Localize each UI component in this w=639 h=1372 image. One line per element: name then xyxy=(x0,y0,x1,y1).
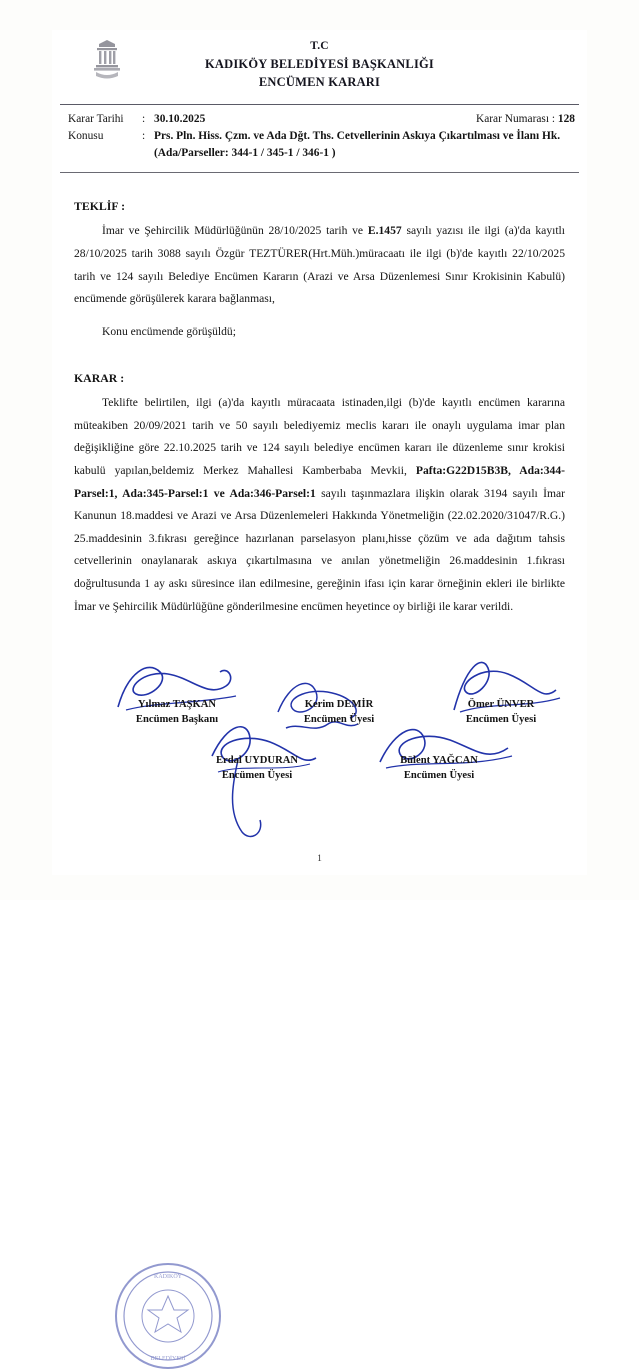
decision-subject-row xyxy=(68,128,575,162)
document-header xyxy=(52,30,587,98)
teklif-paragraph-1 xyxy=(74,220,565,310)
document-body xyxy=(52,173,587,1363)
decision-number-group xyxy=(466,111,575,128)
teklif-paragraph-2: Konu encümende görüşüldü; xyxy=(102,324,236,338)
signature-5-role: Encümen Üyesi xyxy=(403,769,475,781)
decision-number-label: Karar Numarası : xyxy=(475,113,556,125)
decision-date-value: 30.10.2025 xyxy=(154,113,206,125)
colon-2: : xyxy=(142,130,146,143)
decision-subject-value: Prs. Pln. Hiss. Çzm. ve Ada Dğt. Ths. Cetvellerinin Askıya Çıkartılması ve İlanı Hk. (Ada/Parseller: 344-1 / 345-1 / 346-1 ) xyxy=(154,130,561,160)
signature-4-name: Erdal UYDURAN xyxy=(215,755,299,767)
svg-text:BELEDİYESİ: BELEDİYESİ xyxy=(150,1356,186,1363)
signature-5 xyxy=(364,754,514,783)
karar-p1-part-a: Teklifte belirtilen, ilgi (a)'da kayıtlı müracaata istinaden,ilgi (b)'de kayıtlı encümen kararına müteakiben 20/09/2021 tarih ve 50 sayılı belediyemiz meclis kararı ile onaylı uygulama imar plan değişikliğine göre 22.10.2025 tarih ve 124 sayılı belediye encümen kararı ile düzenleme sınır krokisi kabulü yapılan,beldemiz Merkez Mahallesi Kamberbaba Mevkii, xyxy=(74,396,565,478)
signature-3-name: Ömer ÜNVER xyxy=(467,699,535,711)
signature-2 xyxy=(264,698,414,727)
karar-paragraph-1 xyxy=(74,392,565,618)
signature-4 xyxy=(182,754,332,783)
signature-1 xyxy=(102,698,252,727)
decision-subject-label: Konusu xyxy=(68,130,104,143)
signature-2-name: Kerim DEMİR xyxy=(304,699,374,711)
page-number: 1 xyxy=(317,854,322,864)
decision-date-row xyxy=(68,111,575,128)
signature-2-role: Encümen Üyesi xyxy=(303,713,375,725)
title-line-2: KADIKÖY BELEDİYESİ BAŞKANLIĞI xyxy=(204,56,434,71)
teklif-p1-part-a: İmar ve Şehircilik Müdürlüğünün 28/10/2025 tarih ve xyxy=(102,224,368,238)
signature-1-name: Yılmaz TAŞKAN xyxy=(137,699,217,711)
signature-5-name: Bülent YAĞCAN xyxy=(400,755,478,767)
decision-meta xyxy=(52,105,587,166)
karar-heading: KARAR : xyxy=(74,371,125,386)
teklif-heading: TEKLİF : xyxy=(74,199,126,214)
decision-number-value: 128 xyxy=(557,113,575,125)
document-title xyxy=(52,38,587,91)
svg-text:KADIKÖY: KADIKÖY xyxy=(154,1274,182,1281)
decision-date-label: Karar Tarihi xyxy=(68,113,124,125)
signature-4-role: Encümen Üyesi xyxy=(221,769,293,781)
signature-block xyxy=(74,664,565,1363)
teklif-p1-reference: E.1457 xyxy=(367,224,402,238)
signature-1-role: Encümen Başkanı xyxy=(135,713,219,725)
signature-3-role: Encümen Üyesi xyxy=(465,713,537,725)
title-line-3: ENCÜMEN KARARI xyxy=(258,74,381,89)
signature-3 xyxy=(426,698,576,727)
official-stamp-icon xyxy=(112,1260,224,1372)
teklif-p1-part-c: sayılı yazısı ile ilgi (a)'da kayıtlı 28/10/2025 tarih 3088 sayılı Özgür TEZTÜRER(Hrt.Müh.)müracaatı ile ilgi (b)'de kayıtlı 22/10/2025 tarih ve 124 sayılı Belediye Encümen Kararın (Arazi ve Arsa Düzenlemesi Sınır Krokisinin Kabulü) encümende görüşülerek karara bağlanması, xyxy=(74,224,566,306)
municipality-crest-icon xyxy=(88,38,126,82)
karar-p1-part-b: sayılı taşınmazlara ilişkin olarak 3194 sayılı İmar Kanunun 18.maddesi ve Arazi ve Arsa Düzenlemeleri Hakkında Yönetmeliğin (22.02.2020/31047/R.G.) 25.maddesinin 3.fıkrası gereğince hazırlanan parselasyon planı,hisse çözüm ve ada dağıtım tahsis cetvellerinin onaylanarak askıya çıkartılmasına ve anılan yönetmeliğin 26.maddesinin 1.fıkrası doğrultusunda 1 ay askı süresince ilan edilmesine, gereğinin ifası için karar örneğinin ekleri ile birlikte İmar ve Şehircilik Müdürlüğüne gönderilmesine encümen heyetince oy birliği ile karar verildi. xyxy=(74,486,566,613)
colon-1: : xyxy=(142,113,146,125)
karar-parcel-reference: Pafta:G22D15B3B, Ada:344-Parsel:1, Ada:345-Parsel:1 ve Ada:346-Parsel:1 xyxy=(74,464,565,500)
title-line-1: T.C xyxy=(310,40,329,52)
document-sheet xyxy=(52,30,587,1363)
